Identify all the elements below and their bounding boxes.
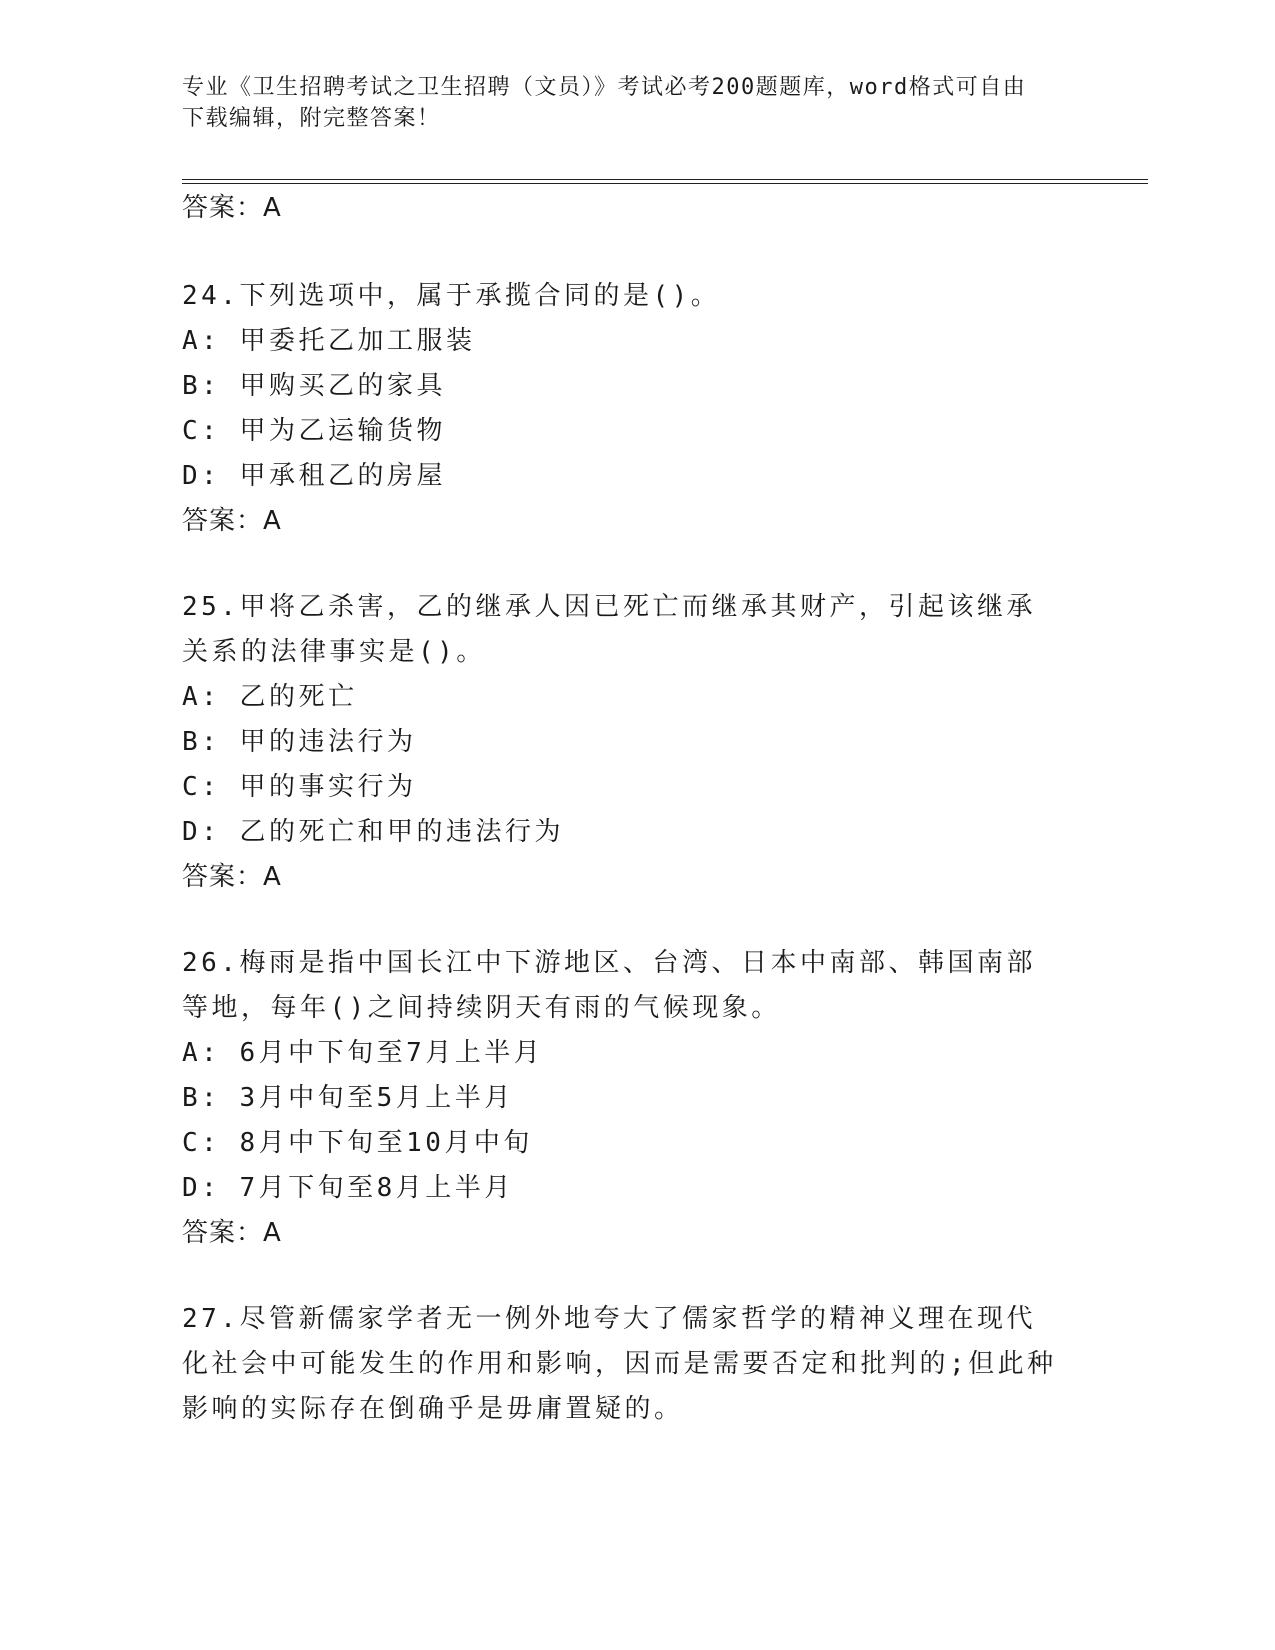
question-list [182, 186, 1062, 1474]
question-27 [182, 1297, 1062, 1432]
question-text: 27.尽管新儒家学者无一例外地夸大了儒家哲学的精神义理在现代化社会中可能发生的作用和影响，因而是需要否定和批判的;但此种影响的实际存在倒确乎是毋庸置疑的。 [182, 1304, 1057, 1424]
option-d: D: 甲承租乙的房屋 [182, 461, 446, 491]
option-b: B: 甲的违法行为 [182, 727, 417, 757]
question-25 [182, 585, 1062, 899]
answer-26: 答案：A [182, 1218, 282, 1248]
document-header: 专业《卫生招聘考试之卫生招聘（文员）》考试必考200题题库，word格式可自由下载编辑，附完整答案！ [182, 75, 1027, 131]
answer-25: 答案：A [182, 862, 282, 892]
option-a: A: 6月中下旬至7月上半月 [182, 1038, 544, 1068]
option-b: B: 3月中旬至5月上半月 [182, 1083, 514, 1113]
answer-23: 答案：A [182, 193, 282, 223]
option-d: D: 7月下旬至8月上半月 [182, 1173, 514, 1203]
question-24 [182, 274, 1062, 543]
option-c: C: 甲的事实行为 [182, 772, 417, 802]
answer-24: 答案：A [182, 506, 282, 536]
header-divider-top [182, 179, 1148, 180]
option-a: A: 乙的死亡 [182, 682, 358, 712]
question-26 [182, 941, 1062, 1255]
option-c: C: 8月中下旬至10月中旬 [182, 1128, 533, 1158]
question-text: 25.甲将乙杀害，乙的继承人因已死亡而继承其财产，引起该继承关系的法律事实是()。 [182, 592, 1036, 667]
option-b: B: 甲购买乙的家具 [182, 371, 446, 401]
option-d: D: 乙的死亡和甲的违法行为 [182, 817, 564, 847]
question-text: 24.下列选项中，属于承揽合同的是()。 [182, 281, 721, 311]
option-a: A: 甲委托乙加工服装 [182, 326, 476, 356]
header-divider-bottom [182, 183, 1148, 184]
question-text: 26.梅雨是指中国长江中下游地区、台湾、日本中南部、韩国南部等地，每年()之间持续阴天有雨的气候现象。 [182, 948, 1036, 1023]
option-c: C: 甲为乙运输货物 [182, 416, 446, 446]
